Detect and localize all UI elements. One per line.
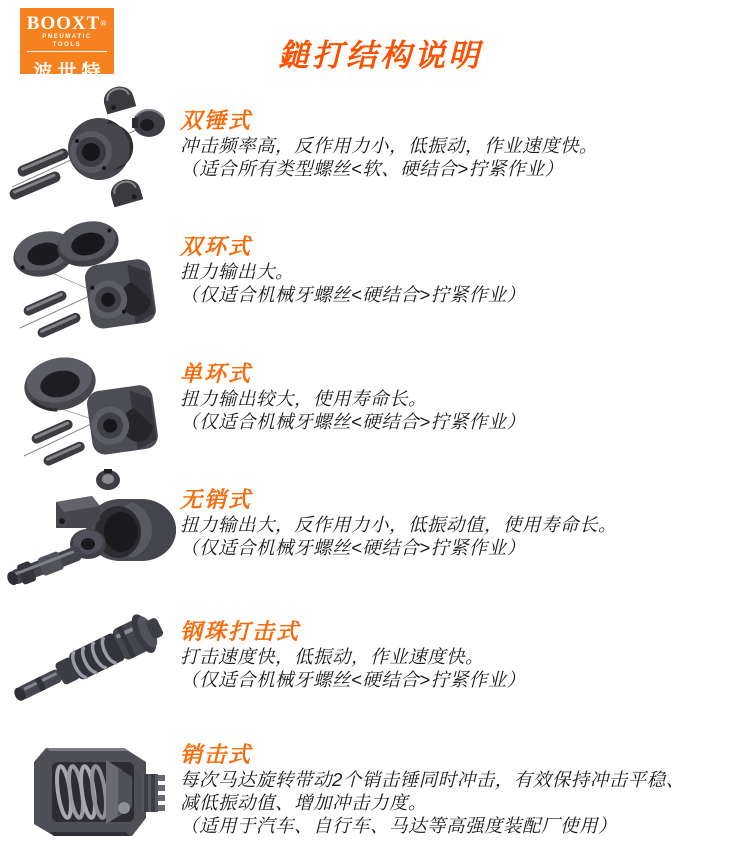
section-title: 双环式 <box>180 234 253 259</box>
snap-ring-part <box>96 469 120 490</box>
pinless-exploded-image <box>2 458 177 588</box>
double-ring-exploded-image <box>2 210 177 340</box>
section-line: （仅适合机械牙螺丝<硬结合>拧紧作业） <box>180 669 526 690</box>
section-double-ring <box>0 210 750 336</box>
section-title: 销击式 <box>180 742 253 767</box>
double-hammer-exploded-image <box>2 85 177 215</box>
section-line: 扭力输出大，反作用力小，低振动值，使用寿命长。 <box>180 514 618 535</box>
section-line: 冲击频率高，反作用力小，低振动，作业速度快。 <box>180 135 599 156</box>
section-steel-ball <box>0 585 750 718</box>
section-line: 减低振动值、增加冲击力度。 <box>180 792 428 813</box>
section-title: 无销式 <box>180 487 253 512</box>
gear-part <box>142 774 165 812</box>
single-ring-exploded-image <box>2 336 177 466</box>
pin-impact-cutaway-image <box>2 718 177 858</box>
section-line: 扭力输出较大，使用寿命长。 <box>180 388 428 409</box>
brand-chinese-name: 波世特 <box>33 62 106 83</box>
brand-logo <box>20 8 114 83</box>
registered-mark: ® <box>100 19 108 28</box>
section-line: （仅适合机械牙螺丝<硬结合>拧紧作业） <box>180 411 526 432</box>
section-line: （适合所有类型螺丝<软、硬结合>拧紧作业） <box>180 158 564 179</box>
page-title: 鎚打结构说明 <box>278 38 482 73</box>
brand-subtitle: PNEUMATIC TOOLS <box>27 33 107 52</box>
section-title: 钢珠打击式 <box>180 619 301 644</box>
section-double-hammer <box>0 85 750 210</box>
pin-part <box>36 311 82 339</box>
hammer-part <box>101 85 136 114</box>
section-title: 单环式 <box>180 361 253 386</box>
hammer-part <box>108 176 143 207</box>
cap-part <box>132 109 165 137</box>
section-line: （仅适合机械牙螺丝<硬结合>拧紧作业） <box>180 537 526 558</box>
section-line: （仅适合机械牙螺丝<硬结合>拧紧作业） <box>180 284 526 305</box>
cam-shaft-part <box>4 542 85 588</box>
section-pin-impact <box>0 718 750 860</box>
wedge-part <box>56 496 100 528</box>
brand-text: BOOXT <box>26 13 101 34</box>
section-line: （适用于汽车、自行车、马达等高强度装配厂使用） <box>180 815 618 836</box>
hammer-cage-part <box>68 118 133 180</box>
brand-name <box>20 15 114 33</box>
cage-body-part <box>83 258 157 331</box>
section-line: 打击速度快，低振动，作业速度快。 <box>180 646 485 667</box>
steel-ball-assembly-image <box>2 585 177 718</box>
hammer-assembly-part <box>6 607 169 715</box>
pin-part <box>30 418 74 445</box>
section-pinless <box>0 458 750 585</box>
section-title: 双锤式 <box>180 108 253 133</box>
pin-part <box>16 147 70 178</box>
cage-body-part <box>85 384 159 457</box>
section-single-ring <box>0 336 750 458</box>
section-line: 每次马达旋转带动2个销击锤同时冲击，有效保持冲击平稳、 <box>180 769 685 790</box>
pin-part <box>22 289 68 317</box>
section-line: 扭力输出大。 <box>180 261 295 282</box>
